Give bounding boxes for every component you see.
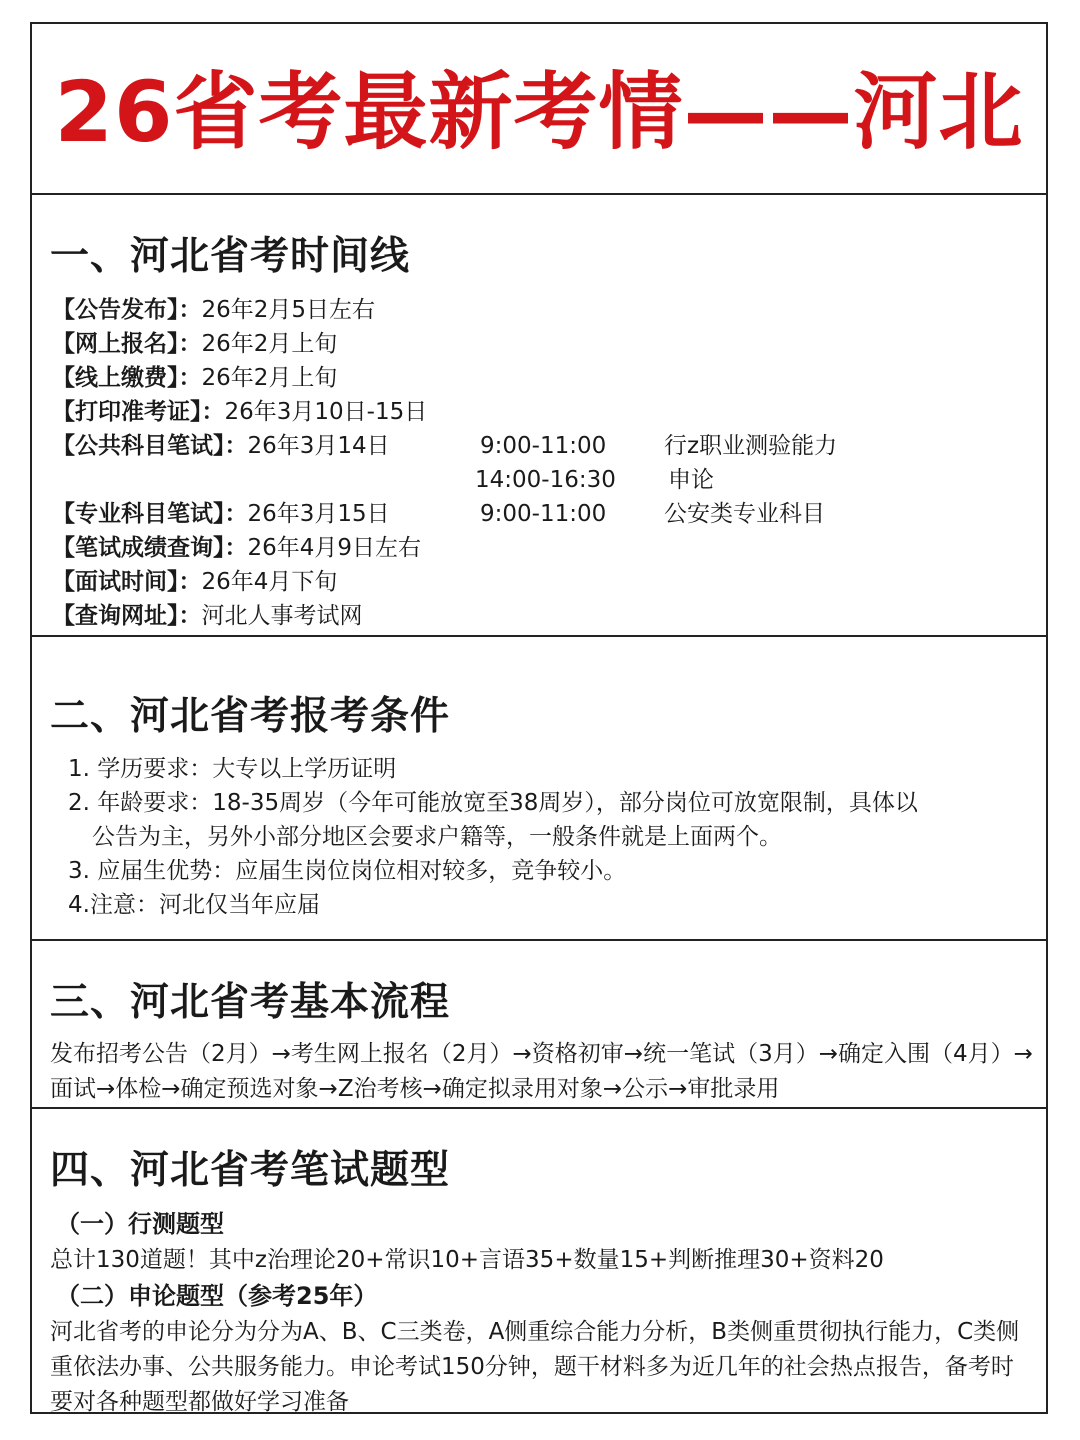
- exam-subject: 公安类专业科目: [664, 501, 825, 527]
- exam-time: 14:00-16:30: [475, 467, 616, 493]
- timeline-row: 【网上报名】：26年2月上旬: [52, 331, 338, 357]
- timeline-row: 【查询网址】：河北人事考试网: [52, 603, 363, 629]
- title-section: [32, 24, 1046, 195]
- requirement-item: 2. 年龄要求：18-35周岁（今年可能放宽至38周岁），部分岗位可放宽限制，具体以: [68, 790, 918, 816]
- exam-types-heading: 四、河北省考笔试题型: [50, 1148, 451, 1193]
- exam-time: 9:00-11:00: [480, 501, 607, 527]
- subheading-shenlun: （二）申论题型（参考25年）: [56, 1282, 378, 1310]
- timeline-row: 【笔试成绩查询】：26年4月9日左右: [52, 535, 422, 561]
- process-section: [32, 941, 1046, 1109]
- exam-types-section: [32, 1109, 1046, 1415]
- requirement-item: 1. 学历要求：大专以上学历证明: [68, 756, 397, 782]
- timeline-section: [32, 195, 1046, 637]
- content-frame: [30, 22, 1048, 1414]
- subheading-xingce: （一）行测题型: [56, 1210, 224, 1238]
- exam-subject: 行z职业测验能力: [664, 433, 838, 459]
- process-text: 发布招考公告（2月）→考生网上报名（2月）→资格初审→统一笔试（3月）→确定入围（4月）→面试→体检→确定预选对象→Z治考核→确定拟录用对象→公示→审批录用: [50, 1041, 1033, 1102]
- exam-time: 9:00-11:00: [480, 433, 607, 459]
- requirement-item: 3. 应届生优势：应届生岗位岗位相对较多，竞争较小。: [68, 858, 627, 884]
- requirements-section: [32, 637, 1046, 941]
- requirement-item: 4.注意：河北仅当年应届: [68, 892, 320, 918]
- xingce-text: 总计130道题！其中z治理论20+常识10+言语35+数量15+判断推理30+资料20: [50, 1247, 884, 1273]
- process-heading: 三、河北省考基本流程: [50, 980, 451, 1025]
- requirement-item: 公告为主，另外小部分地区会要求户籍等，一般条件就是上面两个。: [92, 824, 782, 850]
- timeline-row: 【专业科目笔试】：26年3月15日: [52, 501, 390, 527]
- timeline-row: 【线上缴费】：26年2月上旬: [52, 365, 338, 391]
- timeline-heading: 一、河北省考时间线: [50, 234, 411, 279]
- timeline-row: 【面试时间】：26年4月下旬: [52, 569, 338, 595]
- exam-subject: 申论: [668, 467, 714, 493]
- requirements-heading: 二、河北省考报考条件: [50, 694, 451, 739]
- timeline-row: 【公共科目笔试】：26年3月14日: [52, 433, 390, 459]
- timeline-row: 【打印准考证】：26年3月10日-15日: [52, 399, 428, 425]
- timeline-row: 【公告发布】：26年2月5日左右: [52, 297, 376, 323]
- shenlun-text: 河北省考的申论分为分为A、B、C三类卷，A侧重综合能力分析，B类侧重贯彻执行能力，C类侧重依法办事、公共服务能力。申论考试150分钟，题干材料多为近几年的社会热点报告，备考时要对各种题型都做好学习准备: [50, 1319, 1020, 1415]
- page-title: 26省考最新考情——河北: [54, 63, 1024, 161]
